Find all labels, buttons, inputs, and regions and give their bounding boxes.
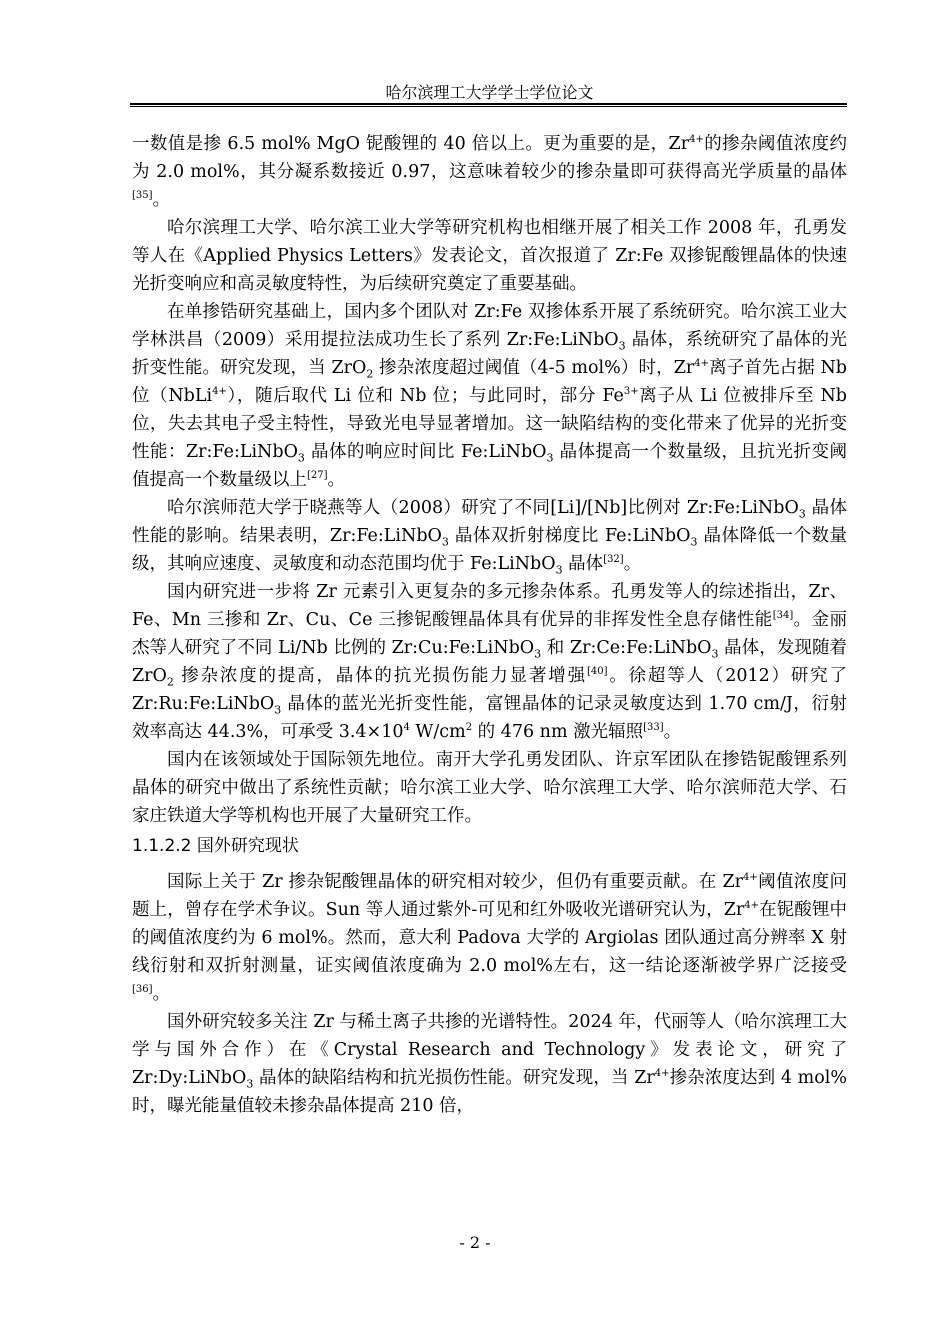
body-text	[132, 130, 847, 1120]
paragraph-group-domestic	[132, 130, 847, 830]
paragraph: 国内研究进一步将 Zr 元素引入更复杂的多元掺杂体系。孔勇发等人的综述指出，Zr、Fe、Mn 三掺和 Zr、Cu、Ce 三掺铌酸锂晶体具有优异的非挥发性全息存储性能[34]。金丽杰等人研究了不同 Li/Nb 比例的 Zr:Cu:Fe:LiNbO$_3$ 和 Zr:Ce:Fe:LiNbO$_3$ 晶体，发现随着 ZrO$_2$ 掺杂浓度的提高，晶体的抗光损伤能力显著增强[40]。徐超等人（2012）研究了 Zr:Ru:Fe:LiNbO$_3$ 晶体的蓝光光折变性能，富锂晶体的记录灵敏度达到 1.70 cm/J，衍射效率高达 44.3%，可承受 $3.4\times 10^4$ $W/cm^2$ 的 476 nm 激光辐照[33]。	[132, 582, 848, 742]
running-header: 哈尔滨理工大学学士学位论文	[385, 83, 594, 102]
paragraph: 国内在该领域处于国际领先地位。南开大学孔勇发团队、许京军团队在掺锆铌酸锂系列晶体的研究中做出了系统性贡献；哈尔滨工业大学、哈尔滨理工大学、哈尔滨师范大学、石家庄铁道大学等机构也开展了大量研究工作。	[132, 750, 847, 826]
paragraph: 哈尔滨理工大学、哈尔滨工业大学等研究机构也相继开展了相关工作 2008 年，孔勇发等人在《Applied Physics Letters》发表论文，首次报道了 Zr:Fe 双掺铌酸锂晶体的快速光折变响应和高灵敏度特性，为后续研究奠定了重要基础。	[132, 218, 847, 294]
paragraph: 国外研究较多关注 Zr 与稀土离子共掺的光谱特性。2024 年，代丽等人（哈尔滨理工大学与国外合作）在《Crystal Research and Technology》发表论文，研究了 Zr:Dy:LiNbO$_3$ 晶体的缺陷结构和抗光损伤性能。研究发现，当 $Zr^{4+}$掺杂浓度达到 4 mol%时，曝光能量值较未掺杂晶体提高 210 倍，	[132, 1012, 847, 1116]
paragraph-group-foreign	[132, 868, 847, 1120]
header-rule	[130, 103, 847, 107]
paragraph: 一数值是掺 6.5 mol% MgO 铌酸锂的 40 倍以上。更为重要的是，$Zr^{4+}$的掺杂阈值浓度约为 2.0 mol%，其分凝系数接近 0.97，这意味着较少的掺杂量即可获得高光学质量的晶体[35]。	[132, 134, 848, 210]
section-heading: 1.1.2.2 国外研究现状	[132, 836, 299, 856]
paragraph: 哈尔滨师范大学于晓燕等人（2008）研究了不同[Li]/[Nb]比例对 Zr:Fe:LiNbO$_3$ 晶体性能的影响。结果表明，Zr:Fe:LiNbO$_3$ 晶体双折射梯度比 Fe:LiNbO$_3$ 晶体降低一个数量级，其响应速度、灵敏度和动态范围均优于 Fe:LiNbO$_3$ 晶体[32]。	[132, 498, 847, 577]
paragraph: 国际上关于 Zr 掺杂铌酸锂晶体的研究相对较少，但仍有重要贡献。在 $Zr^{4+}$阈值浓度问题上，曾存在学术争议。Sun 等人通过紫外-可见和红外吸收光谱研究认为，$Zr^{4+}$在铌酸锂中的阈值浓度约为 6 mol%。然而，意大利 Padova 大学的 Argiolas 团队通过高分辨率 X 射线衍射和双折射测量，证实阈值浓度确为 2.0 mol%左右，这一结论逐渐被学界广泛接受[36]。	[132, 872, 848, 1004]
page-number: - 2 -	[459, 1233, 491, 1252]
paragraph: 在单掺锆研究基础上，国内多个团队对 Zr:Fe 双掺体系开展了系统研究。哈尔滨工业大学林洪昌（2009）采用提拉法成功生长了系列 Zr:Fe:LiNbO$_3$ 晶体，系统研究了晶体的光折变性能。研究发现，当 ZrO$_2$ 掺杂浓度超过阈值（4-5 mol%）时，$Zr^{4+}$离子首先占据 Nb 位（NbLi$^{4+}$），随后取代 Li 位和 Nb 位；与此同时，部分 $Fe^{3+}$离子从 Li 位被排斥至 Nb 位，失去其电子受主特性，导致光电导显著增加。这一缺陷结构的变化带来了优异的光折变性能：Zr:Fe:LiNbO$_3$ 晶体的响应时间比 Fe:LiNbO$_3$ 晶体提高一个数量级，且抗光折变阈值提高一个数量级以上[27]。	[132, 302, 848, 490]
